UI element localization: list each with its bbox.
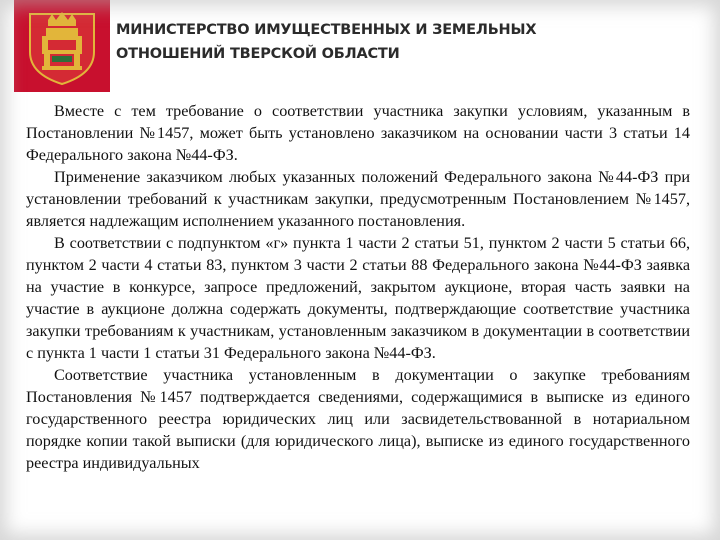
page-title xyxy=(116,18,636,66)
title-line-1: МИНИСТЕРСТВО ИМУЩЕСТВЕННЫХ И ЗЕМЕЛЬНЫХ xyxy=(116,22,537,38)
paragraph: Применение заказчиком любых указанных положений Федерального закона №44-ФЗ при установлении требований к участникам закупки, предусмотренным Постановлением №1457, является надлежащим исполнением указанного постановления. xyxy=(26,168,690,230)
title-line-2: ОТНОШЕНИЙ ТВЕРСКОЙ ОБЛАСТИ xyxy=(116,46,400,62)
paragraph: Вместе с тем требование о соответствии участника закупки условиям, указанным в Постановлении №1457, может быть установлено заказчиком на основании части 3 статьи 14 Федерального закона №44-ФЗ. xyxy=(26,102,690,164)
header xyxy=(0,0,720,92)
paragraph: Соответствие участника установленным в документации о закупке требованиям Постановления №1457 подтверждается сведениями, содержащимися в выписке из единого государственного реестра юридических лиц или засвидетельствованной в нотариальном порядке копии такой выписки (для юридического лица), выписке из единого государственного реестра индивидуальных xyxy=(26,366,690,472)
document-body xyxy=(26,100,690,474)
paragraph: В соответствии с подпунктом «г» пункта 1 части 2 статьи 51, пунктом 2 части 5 статьи 66, пунктом 2 части 4 статьи 83, пунктом 3 части 2 статьи 88 Федерального закона №44-ФЗ заявка на участие в конкурсе, запросе предложений, закрытом аукционе, вторая часть заявки на участие в аукционе должна содержать документы, подтверждающие соответствие участника закупки требованиям к участникам, установленным заказчиком в документации в соответствии с пункта 1 части 1 статьи 31 Федерального закона №44-ФЗ. xyxy=(26,234,690,362)
coat-of-arms-icon xyxy=(20,8,104,88)
